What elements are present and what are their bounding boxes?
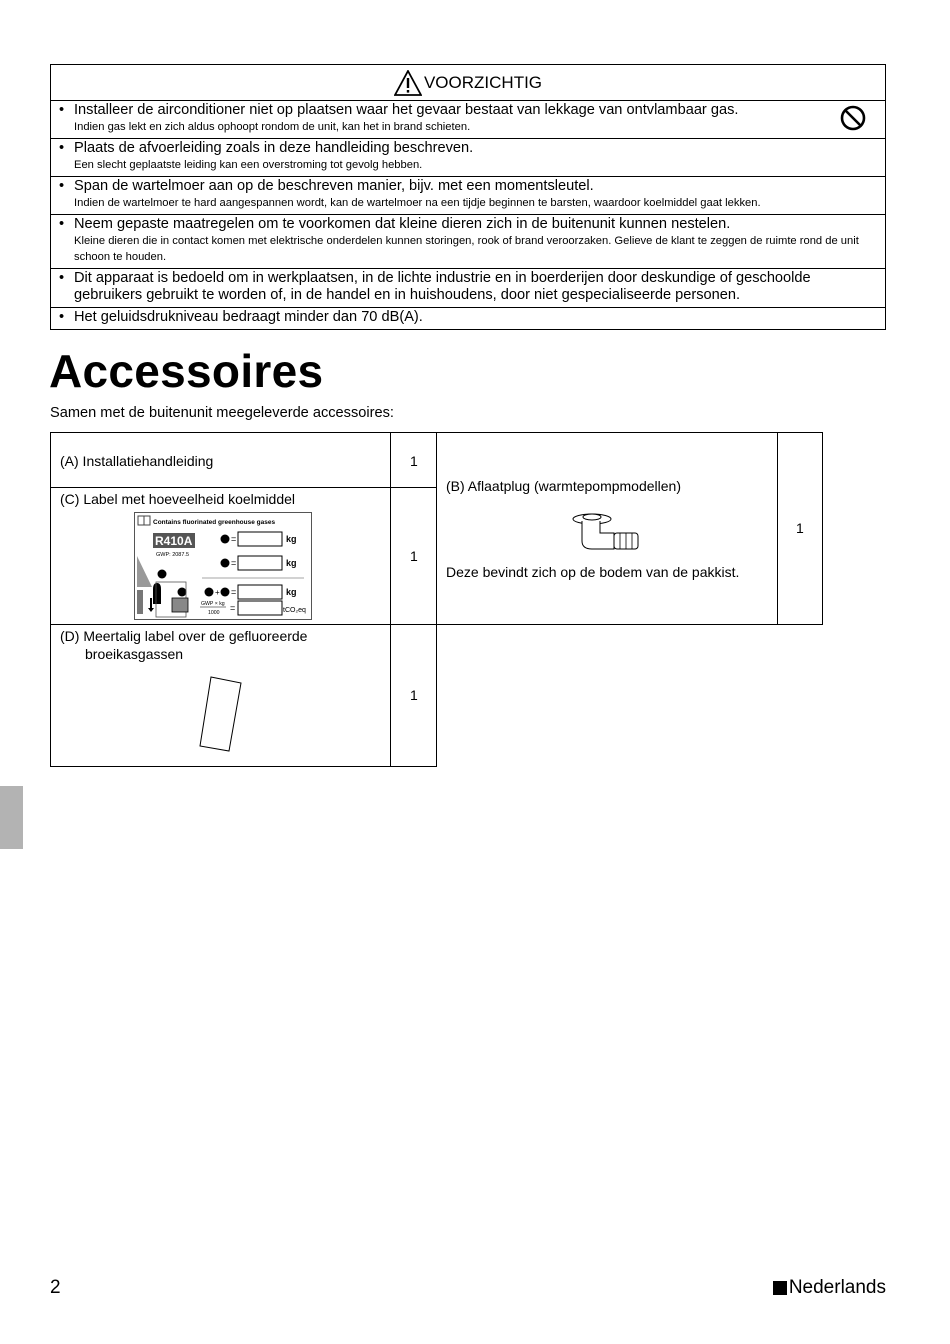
page-number: 2 [50, 1277, 61, 1298]
caution-item-main: Span de wartelmoer aan op de beschreven manier, bijv. met een momentsleutel. [74, 178, 594, 194]
accessory-cell-c [50, 487, 391, 625]
accessory-cell-d [50, 624, 391, 767]
accessory-cell-a [50, 432, 391, 488]
accessory-qty-cell-c [390, 487, 437, 625]
footer-language [773, 1277, 886, 1299]
caution-item: • Plaats de afvoerleiding zoals in deze handleiding beschreven. Een slecht geplaatste leiding kan een overstroming tot gevolg hebben. [51, 139, 885, 177]
multilingual-label-image [197, 675, 245, 755]
refrigerant-label-image [134, 512, 312, 620]
label-divisor: 1000 [208, 610, 220, 616]
accessory-qty-cell-b [777, 432, 823, 625]
accessory-b-note: Deze bevindt zich op de bodem van de pakkist. [446, 564, 740, 580]
caution-item-main: Plaats de afvoerleiding zoals in deze handleiding beschreven. [74, 140, 474, 156]
prohibition-icon [839, 104, 867, 132]
square-bullet-icon [773, 1281, 787, 1295]
warning-triangle-icon [394, 70, 422, 96]
svg-text:=: = [230, 603, 236, 613]
accessory-a-label: (A) Installatiehandleiding [60, 453, 214, 469]
caution-item-main: Dit apparaat is bedoeld om in werkplaatsen, in de lichte industrie en in boerderijen door deskundige of geschoolde gebruikers gebruikt te worden of, in de handel en in huishoudens, door niet gespecialiseerde personen. [74, 270, 811, 303]
caution-item: • Installeer de airconditioner niet op plaatsen waar het gevaar bestaat van lekkage van ontvlambaar gas. Indien gas lekt en zich aldus ophoopt rondom de unit, kan het in brand schieten. [51, 101, 885, 139]
caution-item: • Dit apparaat is bedoeld om in werkplaatsen, in de lichte industrie en in boerderijen door deskundige of geschoolde gebruikers gebruikt te worden of, in de handel en in huishoudens, door niet gespecialiseerde personen. [51, 269, 885, 308]
drain-plug-image [570, 511, 642, 555]
footer-language-label: Nederlands [788, 1277, 886, 1298]
accessory-b-label: (B) Aflaatplug (warmtepompmodellen) [446, 478, 681, 494]
caution-item: • Neem gepaste maatregelen om te voorkomen dat kleine dieren zich in de buitenunit kunnen nestelen. Kleine dieren die in contact komen met elektrische onderdelen kunnen storingen, rook of brand veroorzaken. Gelieve de klant te zeggen de ruimte rond de unit schoon te houden. [51, 215, 885, 269]
caution-item-sub: Een slecht geplaatste leiding kan een overstroming tot gevolg hebben. [74, 159, 423, 171]
accessory-c-qty: 1 [410, 548, 418, 564]
label-refrigerant-text: R410A [155, 534, 193, 548]
caution-title: VOORZICHTIG [423, 72, 543, 92]
accessory-a-qty: 1 [410, 453, 418, 469]
section-title: Accessoires [49, 345, 324, 397]
label-header-text: Contains fluorinated greenhouse gases [153, 519, 276, 526]
svg-text:=: = [231, 587, 237, 597]
language-side-tab [0, 786, 23, 849]
caution-box [50, 64, 886, 330]
caution-item-main: Neem gepaste maatregelen om te voorkomen dat kleine dieren zich in de buitenunit kunnen nestelen. [74, 216, 731, 232]
intro-text: Samen met de buitenunit meegeleverde accessoires: [50, 405, 394, 421]
label-unit-co2: tCO₂eq [283, 607, 306, 614]
caution-item-sub: Kleine dieren die in contact komen met elektrische onderdelen kunnen storingen, rook of brand veroorzaken. Gelieve de klant te zeggen de ruimte rond de unit schoon te houden. [74, 235, 859, 263]
accessory-d-qty: 1 [410, 687, 418, 703]
accessory-qty-cell-a [390, 432, 437, 488]
caution-item-sub: Indien de wartelmoer te hard aangespannen wordt, kan de wartelmoer na een tijdje beginnen te barsten, waardoor koelmiddel gaat lekken. [74, 197, 761, 209]
accessory-cell-b [436, 432, 778, 625]
accessory-d-label: (D) Meertalig label over de gefluoreerde [60, 628, 308, 644]
label-gwp-text: GWP: 2087.5 [156, 552, 190, 558]
caution-item-main: Installeer de airconditioner niet op plaatsen waar het gevaar bestaat van lekkage van ontvlambaar gas. [74, 102, 739, 118]
accessory-c-label: (C) Label met hoeveelheid koelmiddel [60, 491, 296, 507]
accessory-d-label-cont: broeikasgassen [85, 646, 184, 662]
svg-text:+: + [215, 588, 220, 597]
label-unit-kg: kg [286, 558, 297, 568]
caution-item: • Span de wartelmoer aan op de beschreven manier, bijv. met een momentsleutel. Indien de wartelmoer te hard aangespannen wordt, kan de wartelmoer na een tijdje beginnen te barsten, waardoor koelmiddel gaat lekken. [51, 177, 885, 215]
accessory-qty-cell-d [390, 624, 437, 767]
caution-item-sub: Indien gas lekt en zich aldus ophoopt rondom de unit, kan het in brand schieten. [74, 121, 471, 133]
label-unit-kg: kg [286, 587, 297, 597]
caution-header [51, 65, 885, 101]
accessory-b-qty: 1 [796, 520, 804, 536]
label-gwp-formula: GWP × kg [201, 601, 225, 607]
svg-text:=: = [231, 558, 237, 568]
svg-text:=: = [231, 534, 237, 544]
caution-item-main: Het geluidsdrukniveau bedraagt minder dan 70 dB(A). [74, 309, 423, 325]
caution-item: • Het geluidsdrukniveau bedraagt minder dan 70 dB(A). [59, 309, 423, 325]
label-unit-kg: kg [286, 534, 297, 544]
